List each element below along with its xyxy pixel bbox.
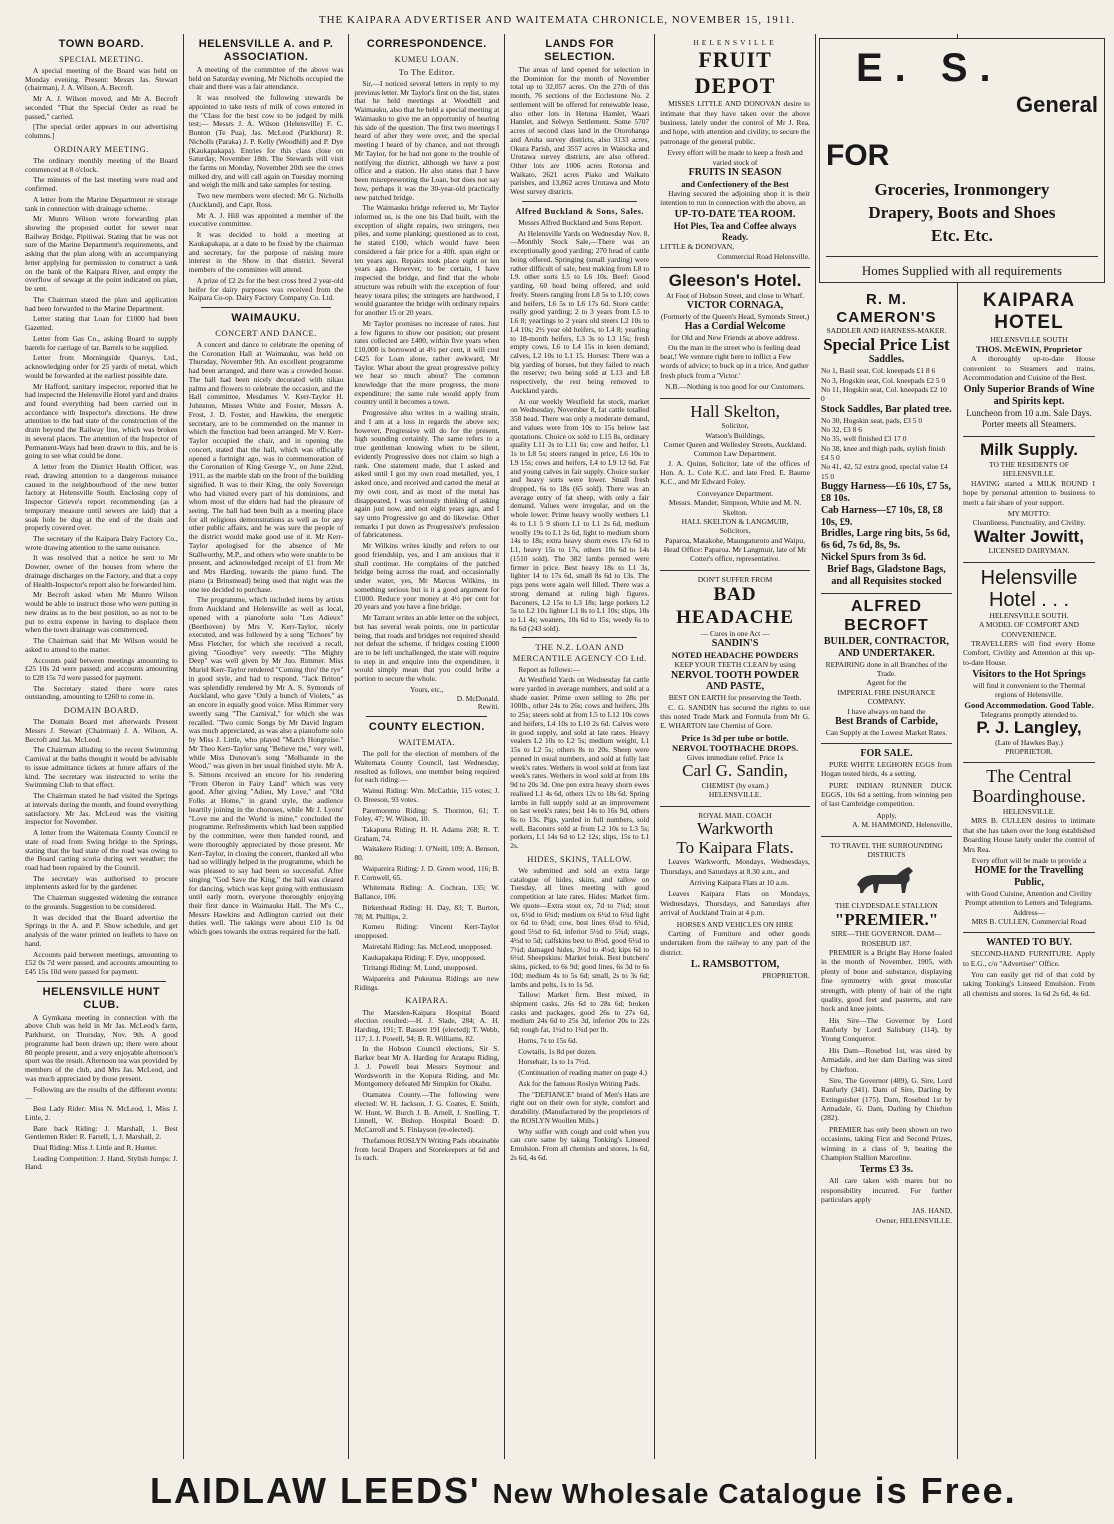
to-editor: To The Editor. (398, 66, 455, 77)
cameron-stock: Stock Saddles, Bar plated tree. (820, 403, 952, 415)
columns (20, 34, 1100, 1459)
cameron-sub: SADDLER AND HARNESS-MAKER. (826, 326, 947, 336)
cb-town: HELENSVILLE. (1002, 807, 1056, 817)
paragraph: The secretary was authorised to procure implements asked for by the gardener. (25, 873, 178, 892)
kh-location: HELENSVILLE SOUTH (990, 334, 1068, 344)
cb-cuisine: with Good Cuisine, Attention and Civility (966, 888, 1092, 898)
gleeson-nb: N.B.—Nothing is too good for our Customers. (665, 382, 805, 392)
paragraph: Leaves Warkworth, Mondays, Wednesdays, Thursdays, and Saturdays at 8.30 a.m., and (660, 857, 810, 876)
paragraph: Waipareira and Pukeatua Ridings are new Ridings. (354, 974, 500, 992)
becroft-always: I have always on hand the (847, 706, 926, 716)
paragraph: Why suffer with cough and cold when you can cure same by taking Tonking's Linseed Emulsion. From all chemists and stores, 1s 6d, 2s 6d, 4s 6d. (510, 1126, 650, 1162)
hh-accommodation: Good Accommodation. Good Table. (964, 699, 1094, 710)
es-drapery: Drapery, Boots and Shoes (868, 202, 1056, 222)
paragraph: Birkenhead Riding: H. Day, 83; T. Burton, 78; M. Phillips, 2. (354, 902, 500, 921)
cameron-cab: Cab Harness—£7 10s, £8, £8 10s, £9. (820, 504, 943, 528)
paragraph: Leading Competition: J. Hand, Stylish Jumps: J. Hand. (25, 1153, 178, 1172)
paragraph: Takapuna Riding: H. H. Adams 268; R. T. Graham, 74. (354, 825, 500, 843)
paragraph: Kumeu Riding: Vincent Kerr-Taylor unopposed. (354, 922, 500, 941)
gleeson-title: Gleeson's Hotel. (668, 271, 802, 291)
es-groceries: Groceries, Ironmongery (874, 179, 1050, 199)
bad-sandin: SANDIN'S (711, 638, 759, 650)
paragraph: A Gymkana meeting in connection with the above Club was held in Mr Jas. McLeod's farm, Parkhurst, on Thursday, Nov. 9th. A good programme had been drawn up; there were about 80 people present, and a very enjoyable afternoon's sport was the result. Afternoon tea was provided by members of the club, and Mrs Jas. McLeod, and was much appreciated by those present. (25, 1012, 178, 1083)
milk-licensed: LICENSED DAIRYMAN. (988, 546, 1070, 556)
hh-thermal: will find it convenient to the Thermal regions of Helensville. (972, 680, 1086, 700)
paragraph: A letter from the Marine Department re storage tank in connection with drainage scheme. (25, 194, 178, 213)
divider (522, 201, 637, 202)
paragraph: Accounts paid between meetings, amounting to £52 0s 7d were passed, and accounts amounting to £45 15s 10d were passed for payment. (25, 949, 178, 977)
footer-free: Free. (920, 1470, 1017, 1511)
paragraph: It was decided to hold a meeting at Kaukapakapa, at a date to be fixed by the chairman and secretary, for the purpose of raising more interest in the Show in that district. Several members of the committee will attend. (188, 230, 344, 275)
kh-porter: Porter meets all Steamers. (982, 419, 1076, 430)
paragraph: The poll for the election of members of the Waitemata County Council, last Wednesday, resulted as follows, one member being required for each riding:— (354, 749, 500, 785)
column-ap-association (184, 34, 350, 1459)
becroft-repairing: REPAIRING done in all Branches of the Trade. (825, 659, 948, 679)
cb-home: HOME for the Travelling Public, (974, 865, 1084, 889)
sandin-name: Carl G. Sandin, (682, 761, 788, 781)
stallion-ad (821, 837, 952, 1231)
hall-dept: Common Law Department. (693, 449, 777, 459)
hh-location: HELENSVILLE SOUTH. (989, 610, 1069, 620)
hunt-club-title: HELENSVILLE HUNT CLUB. (42, 985, 161, 1011)
paragraph: Waipareira Riding: J. D. Green wood, 116; B. F. Cornwell, 65. (354, 863, 500, 882)
hall-skelton-ad (660, 399, 810, 571)
bad-title: BAD HEADACHE (676, 584, 794, 628)
hides-heading: HIDES, SKINS, TALLOW. (527, 853, 633, 864)
paragraph: The Marsden-Kaipara Hospital Board election resulted:—H. J. Slade, 284; A. H. Harding, 191; T. Bassett 191 (elected); T. Webb, 117; J. J. Powell, 94; B. R. Williams, 82. (354, 1007, 500, 1043)
horse-owner-town: Owner, HELENSVILLE. (875, 1215, 952, 1225)
paragraph: The programme, which included items by artists from Auckland and Helensville as well as local, opened with a pianoforte solo "Les Adieux" (Beethoven) by Mrs V. Kerr-Taylor, nicely executed, and was followed by a song "Echoes" by Miss Fletcher, for which she received a recall, giving "Goodbye" very sweetly. "The Mighty Deep" was well given by Mr Jno. Rimmer. Miss Muriel Kerr-Taylor rendered "Coming thro' the rye" in good style, and had to respond. "Jack Briton" was splendidly rendered by Mr A. S. Symonds of Auckland, who gave "Only a bunch of Violets," as an encore in equally good voice. Miss Rimmer very sweetly sang "The Carnival," for which she was recalled. "Two comic Songs by Mr David Ingram was much appreciated, as was also a pianoforte solo by Miss J. Little, who played "March Hongroise." Mr Theo Kerr-Taylor sang "Believe me," very well, while Miss Donovan's song "Mollsande in the Wood," was given in her usual finished style. Mr A. S. Simons received an encore for his rendering "From Oberon in Fairy Land" which was very good. After giving "Adieu, My Love," and "Old Folks at Home," in grand style, the audience heartily joining in the choruses, while Mr J. Lyons' "Love me and the World is mine," concluded the programme. Refreshments which had been supplied by the committee, were then handed round, and were thoroughly appreciated by those present. Mr Kerr-Taylor, in closing the concert, thanked all who had so willingly helped in the programme, which he was pleased to say had been so successful. After singing "God Save the King," the hall was cleared for dancing, which was kept going with enthusiasm until early morn, everyone thoroughly enjoying their first dance in Waimauku Hall. The M's C., Messrs Hawkins and Adlington carried out their duties well. The takings were about £10 1s 0d which goes towards the extras required for the hall. (188, 595, 344, 937)
masthead: THE KAIPARA ADVERTISER AND WAITEMATA CHRONICLE, NOVEMBER 15, 1911. (318, 14, 796, 26)
paragraph: Mr Taylor promises no increase of rates. Just a few figures to show our position; our present rates collected are £400, within five years when £10,000 is borrowed at 4½ per cent, it will cost £425 for Loan alone, rather awkward, Mr Taylor. What about the great progressive policy we hear so much about? The common knowledge that the more progress, the more expenditure; the same rule would apply from country until it becomes a town. (354, 318, 500, 407)
bad-cured: — Cures in one Act — (700, 629, 770, 639)
milk-name: Walter Jowitt, (974, 526, 1084, 546)
paragraph: (Continuation of reading matter on page 4.) (518, 1068, 647, 1078)
paragraph: In the Hobson Council elections, Sir S. Barker beat Mr A. Harding for Aratapu Riding, J. J. Powell beat Messrs Seymour and Wordsworth in the Kopura Riding, and Mr. Montgomery defeated Mr Simpkin for Okahu. (354, 1044, 500, 1089)
gleeson-hotel-ad (660, 268, 810, 398)
fruit-firm: LITTLE & DONOVAN, (660, 242, 734, 252)
paragraph: Paremoremo Riding: S. Thornton, 61; T. Foley, 47; W. Wilson, 10. (354, 805, 500, 824)
cameron-bags: Brief Bags, Gladstone Bags, and all Requisites stocked (827, 563, 946, 587)
paragraph: J. A. Quinn, Solicitor, late of the offices of Hon. A. L. Cole K.C. and late Fred. E. Baume K.C., and Mr Edward Foley. (660, 458, 810, 487)
price-row: No 38, knee and thigh pads, stylish finish £4 5 0 (820, 443, 946, 463)
paragraph: SECOND-HAND FURNITURE. Apply to E.G., c/o "Advertiser" Office. (962, 949, 1096, 968)
paragraph: Letter stating that Loan for £1000 had been Gazetted. (25, 314, 178, 333)
hall-building: Watson's Buildings, (705, 430, 765, 440)
waimauku-title: WAIMAUKU. (231, 312, 301, 325)
signature: D. McDonald. (456, 693, 500, 703)
coach-warkworth: Warkworth (697, 818, 774, 838)
hall-dept2: Conveyance Department. (696, 488, 774, 498)
paragraph: The secretary of the Kaipara Dairy Factory Co., wrote drawing attention to the same nuisance. (25, 533, 178, 552)
paragraph: Best Lady Rider: Miss N. McLeod, 1, Miss J. Little, 2. (25, 1104, 178, 1122)
cameron-list: Special Price List (823, 334, 950, 354)
paragraph: The Secretary stated there were rates outstanding, amounting to £260 to come in. (25, 683, 178, 702)
hall-role: Solicitor, (721, 421, 749, 431)
becroft-carbide: Best Brands of Carbide, (835, 715, 938, 727)
paragraph: Thefamous ROSLYN Writing Pads obtainable from local Drapers and Storekeepers at 6d and 1s each. (354, 1135, 500, 1163)
paragraph: Dual Riding: Miss J. Little and R. Hunter. (33, 1143, 157, 1152)
bad-best: BEST ON EARTH for preserving the Teeth. (668, 693, 802, 703)
column-town-board (20, 34, 184, 1459)
cb-name: MRS B. CULLEN, Commercial Road (971, 916, 1087, 926)
hh-title1: Helensville (980, 566, 1078, 589)
price-row: No 30, Hogskin seat, pads, £3 5 0 (820, 415, 923, 425)
wanted-to-buy-ad (963, 933, 1095, 1006)
kh-wine: Only Superior Brands of Wine and Spirits kept. (963, 384, 1095, 408)
hh-visitors: Visitors to the Hot Springs (972, 669, 1086, 681)
paragraph: Leaves Kaipara Flats on Mondays, Wednesdays, Thursdays, and Saturdays after arrival of Auckland Train at 4 p.m. (660, 889, 810, 918)
paragraph: All care taken with mares but no responsibility incurred. For further particulars apply (820, 1176, 952, 1204)
price-row: No 35, well finished £3 17 0 (820, 434, 907, 444)
cb-title2: Boardinghouse. (972, 786, 1086, 807)
hh-telegrams: Telegrams promptly attended to. (980, 709, 1078, 719)
hall-title: Hall Skelton, (690, 401, 780, 421)
price-row: No 11, Hogskin seat, Col. kneepads £2 10 0 (820, 384, 947, 404)
central-boardinghouse-ad (963, 763, 1095, 933)
bad-relief: Gives immediate relief. Price 1s (686, 752, 784, 762)
paragraph: The Chairman stated the plan and application had been forwarded to the Marine Department. (25, 294, 178, 313)
paragraph: Letter from Gas Co., asking Board to supply barrels for carriage of tar. Barrels to be supplied. (25, 333, 178, 352)
sandin-town: HELENSVILLE. (708, 790, 762, 800)
hh-model: A MODEL OF COMFORT AND CONVENIENCE. (979, 620, 1079, 639)
paragraph: Mr Munro Wilson wrote forwarding plan showing the proposed outlet for sewer near Railway Bridge, Pipitiwai. Stating that he was not sure of the Marine Department's requirements, and asking that the plan along with an accompanying letter applying for permission to construct a tank on the bank of the Kaipara River, and empty the overflow of sewage at the point indicated on plan, be sent. (25, 214, 178, 294)
paragraph: Mr Wilkins writes kindly and refers to our good friendship, yes, and I am anxious that it shall continue. He complains of the patched bridge being across the road, and occasionally under water, yes, Mr Marcus Wilkins, its something serious but is it a good argument for £1000. Reduce your money at 4½ per cent for 20 years and you have a fine bridge. (354, 541, 500, 612)
kumeu-loan-heading: KUMEU LOAN. (394, 53, 460, 64)
signature-place: Rewiti. (477, 702, 500, 712)
fruit-title: FRUIT DEPOT (694, 47, 776, 99)
paragraph: Tiritangi Riding: M. Lund, unopposed. (362, 963, 478, 973)
paragraph: Messrs Alfred Buckland and Sons Report. (518, 217, 643, 227)
paragraph: Accounts paid between meetings amounting to £25 10s 2d were passed; and accounts amounting to £28 15s 7d were passed for payment. (25, 655, 178, 682)
paragraph: Kaukapakapa Riding: F. Dye, unopposed. (362, 952, 486, 962)
paragraph: It was resolved the following stewards be appointed to take tests of milk of cows entered in the "Class for the best cow to be judged by milk test;— Messrs J. A. Wilson (Helensville) F. C. Bunton (Te Pua), Jas. McLeod (Parkhurst) R. Nicholls (Paraka) J. P. Kelly (Woodhill) and P. Dye (Kaukapakapa). Entries for this class close on Saturday, November 18th. The Stewards will visit the farms on Monday, November 20th see the cows milked dry, and will call again on Tuesday morning and weigh the milk and take samples for testing. (188, 93, 344, 190)
paragraph: Mairetahi Riding: Jas. McLeod, unopposed. (362, 941, 493, 951)
sale-apply: Apply, (876, 810, 897, 820)
paragraph: His Dam—Rosebud 1st, was sired by Armadale, and her dam Darling was sired by Chiefton. (820, 1045, 952, 1074)
column-lands (505, 34, 655, 1459)
paragraph: Ask for the famous Roslyn Writing Pads. (518, 1078, 640, 1088)
es-general-ad (819, 38, 1105, 283)
es-letters: E. S. (855, 46, 1003, 90)
milk-supply-ad (963, 437, 1095, 562)
paragraph: At Helensville Yards on Wednesday Nov. 8,—Monthly Stock Sale,—There was an exceptionally good yarding; 270 head of cattle being offered. Springing (small yarding) were rather difficult of sale, best making from L8 to L9. other sorts L5 to L6 10s. Beef: Good yarding, 60 head being offered, and sold freely. Steers ranging from L8 5s to L10; cows and heifers, L6 5s to L6 17s 6d. Store cattle: really good yarding; 2 to 3 years from L5 to L6 8; yearlings to 2 years old steers L2 10s to L4 10s; 2½ year old heifers, to L4 8; yearling to 18-month heifers, L3 3s to L3 15s; fresh empty cows, L6 to L4 15s in keen demand; calves, L2 10s to L1 15. Horses: There was a big yarding of horses, but they failed to reach the reserve; two being sold at L13 and L8 respectively, the rest being removed to Auckland yards. (510, 228, 650, 395)
becroft-agent: Agent for the (866, 678, 907, 688)
cb-title1: The Central (986, 766, 1072, 787)
hh-late: (Late of Hawkes Bay.) (995, 737, 1063, 747)
paragraph: It was decided that the Board advertise the Springs in the A. and P. Show schedule, and get analysis of the water printed on leaflets to have on hand. (25, 912, 178, 948)
horse-icon (851, 863, 921, 897)
footer-brand: LAIDLAW LEEDS' (150, 1470, 481, 1511)
horse-owner: JAS. HAND, (912, 1206, 952, 1216)
paragraph: Waitakere Riding: J. O'Neill, 109; A. Benson, 80. (354, 844, 500, 863)
gleeson-verse: On the man in the street who is feeling dead beat,! We venture right here to inflict a Few words of advice; to buck up in a trice, And gather fresh pluck from a 'Victor.' (660, 342, 809, 380)
divider (37, 981, 166, 982)
horse-sire: SIRE—THE GOVERNOR. DAM—ROSEBUD 187. (831, 929, 942, 948)
becroft-sub: BUILDER, CONTRACTOR, AND UNDERTAKER. (823, 636, 950, 659)
milk-motto-text: Cleanliness, Punctuality, and Civility. (972, 518, 1086, 528)
bad-keep: KEEP YOUR TEETH CLEAN by using (674, 660, 796, 670)
hall-firm2: HALL SKELTON & LANGMUIR, (681, 516, 789, 526)
cameron-saddles: Saddles. (868, 354, 905, 366)
coach-destination: To Kaipara Flats. (676, 837, 794, 857)
paragraph: HAVING started a MILK ROUND I hope by personal attention to business to merit a fair share of your support. (962, 478, 1096, 507)
hh-title2: Hotel . . . (988, 588, 1070, 611)
paragraph: It was resolved that a notice be sent to Mr Downer, owner of the houses from where the drainage discharges on the Factory, and that a copy of Health-Inspector's report also be forwarded him. (25, 553, 178, 589)
milk-motto: MY MOTTO: (1007, 508, 1051, 518)
paragraph: Tallow: Market firm. Best mixed, in shipment casks, 26s 6d to 28s 6d; broken casks and packages, good 26s to 27s 6d, medium 24s 6d to 25s 3d, inferior 20s to 22s 6d; rough fat, 1½d to 1¾d per lb. (510, 990, 650, 1035)
hall-partners: Messrs. Mander, Simpson, White and M. N. Skelton. (668, 498, 802, 517)
paragraph: The Domain Board met afterwards Present Messrs J. Stewart (Chairman) J. A. Wilson, A. Becroft and Jas. McLeod. (25, 717, 178, 744)
county-election-title: COUNTY ELECTION. (368, 721, 485, 734)
paragraph: His Sire—The Governor by Lord Ranfurly by Lord Salisbury (114), by Young Conqueror. (820, 1015, 952, 1044)
paragraph: A letter from the District Health Officer, was read, drawing attention to a dangerous nuisance caused in the neighbourhood of the new butter factory at Helensville South. Enclosing copy of Inspector Grieve's report recommending (as a temporary measure until sewers are laid) that a soak hole be dug at the end of the drain and properly covered over. (25, 462, 178, 533)
ordinary-meeting-heading: ORDINARY MEETING. (53, 143, 149, 154)
paragraph: Following are the results of the different events:— (25, 1084, 178, 1103)
special-meeting-heading: SPECIAL MEETING. (59, 53, 144, 64)
paragraph: Mr A. J. Wilson moved, and Mr A. Becroft seconded "That the Special Order as read be passed," carried. (25, 94, 178, 121)
paragraph: A concert and dance to celebrate the opening of the Coronation Hall at Waimauku, was held on Thursday, November 9th. An excellent programme had been arranged, and there was a crowded house. The hall had been nicely decorated with nikau palms and flowers to celebrate the occasion, and the Hall committee, Mesdames V. Kerr-Taylor H. Johnston, Misses White and Foster, Messrs A. Frost, J. D. Foster, and Hawkins, the energetic secretary, are to be commended on the manner in which the function had been arranged. Mr V. Kerr-Taylor occupied the chair, and in opening the concert, stated that the hall, which was officially opened a fortnight ago, was in commemoration of the Coronation of King George V., on June 22nd, 1911, as the marble slab on the front of the building signified. It was to their King, the only Sovereign who had visited every part of his dominions, and whom most of the elders had had the pleasure of seeing. The hall had been built as a meeting place for all religious demonstrations as well as for any other public affairs, and he was sure the people of the district would make good use of it. Mr Kerr-Taylor apologised for the absence of Mr Stallworthy, M.P., and others who were unable to be present, and acknowledged receipt of £1 from Mr and Mrs Harding, towards the piano fund. The piano (a Brinsmead) being used that night was the one tee decided to purchase. (188, 340, 344, 594)
cb-effort: Every effort will be made to provide a (971, 855, 1087, 865)
gleeson-welcome: Has a Cordial Welcome (684, 321, 786, 333)
paragraph: At our weekly Westfield fat stock, market on Wednesday, November 8, fat cattle totalled 358 head. There was only a moderate demand, and values were from 10s to 15s below last quotations. Choice ox sold to L15 8s, ordinary quality L11 3s to L11 6s; cow and heifer, L1 1s to L8 5s; steers ranged in price, L6 10s to L9 15s; cows and heifers, L4 to L9 12 6d. Fat and young calves in fair supply. Choice sucker and heavy sorts were lower. Small fresh dropped, 6s to 18s (65 sold). There was an average entry of fat sheep, with only a fair demand. Values were irregular, and on the whole lower. Prime heavy woolly wethers L1 4s to L1 5 9 shorn L1 to L1 2s 6d, medium woolly 19s to L1 2s 6d, light to medium shorn 14s to 18s; extra heavy shorn ewes 17s 6d to L1, heavy 15s to 17s, others 10s 6d to 14s (1510 sold). The 382 lambs penned were firmer in price. Best heavy 18s to L1 3s, lighter 14 to 17s 6d, small 8s 6d to 13s. The pigs pens were again well filled. There was a strong demand at ruling high figures. Baconers, L2 15s to L3 18s; large porkers L2 5s to L2 10s lighter L1 8s to L1 10s; slips, 10s to L1 4s; weaners, 10s 6d to 15s; weedy 6s to 8s 6d (243 sold). (510, 396, 650, 633)
paragraph: Whitemata Riding: A. Cochran, 135; W. Ballance, 106. (354, 883, 500, 902)
paragraph: You can easily get rid of that cold by taking Tonking's Linseed Emulsion. From all chemists and stores. 1s 6d 2s 6d, 4s 6d. (962, 969, 1096, 998)
hall-role2: Solicitors, (719, 526, 751, 536)
sale-name: A. M. HAMMOND, Helensville, (852, 820, 952, 830)
paragraph: The Chairman alluding to the recent Swimming Carnival at the baths thought it would be advisable to issue admittance tickets at future affairs of the kind. The secretary was instructed to write the Swimming Club to that effect. (25, 745, 178, 790)
cb-letters: Prompt attention to Letters and Telegrams. (964, 898, 1094, 908)
becroft-title: ALFRED BECROFT (844, 598, 929, 635)
waitemata-heading: WAITEMATA. (398, 737, 456, 748)
sale-title: FOR SALE. (860, 748, 913, 760)
paragraph: Bare back Riding: J. Marshall, 1. Best Gentlemen Rider: R. Farrell, 1, J. Marshall, 2. (25, 1123, 178, 1142)
horse-terms: Terms £3 3s. (859, 1164, 914, 1176)
horse-the: THE CLYDESDALE STALLION (835, 901, 938, 911)
coach-name: L. RAMSBOTTOM, (690, 959, 780, 971)
paragraph: The minutes of the last meeting were read and confirmed. (25, 175, 178, 194)
coach-horses: HORSES AND VEHICLES ON HIRE (676, 919, 794, 929)
cameron-buggy: Buggy Harness—£6 10s, £7 5s, £8 10s. (820, 481, 951, 504)
paragraph: Mr Hafford, sanitary inspector, reported that he had inspected the Helensville Hotel yard and drains and found everything had been carried out in accordance with Inspector's directions. He drew attention to the bad state of the construction of the drain beyond the Railway line, which was broken in several places. The attention of the Inspector of Permanent-Ways had been drawn to this, and he is going to see what could be done. (25, 381, 178, 461)
horse-name: "PREMIER." (834, 909, 939, 929)
cb-address: Address— (1012, 907, 1046, 917)
cameron-spurs: Nickel Spurs from 3s 6d. (820, 551, 927, 563)
for-sale-ad (821, 744, 952, 836)
footer-is: is (874, 1470, 909, 1511)
paragraph: [The special order appears in our advertising columns.] (25, 122, 178, 141)
paragraph: Mr Becroft asked when Mr Munro Wilson would be able to instruct those who were putting in new drains as to the best position, so as not to be put to extra expense in having to displace them when the town drainage was commenced. (25, 590, 178, 635)
paragraph: Otamatea County.—The following were elected: W. H. Jackson, J. G. Coates, E. Smith, W. Hunt, W. Burch J. B. Arnell, J. Snelling, T. Linnell, W. Bishop. Hospital Board: D. McCarroll and S. Finlayson (re-elected). (354, 1090, 500, 1135)
footer-catalogue: New Wholesale Catalogue (492, 1478, 863, 1509)
es-general: General (1016, 92, 1098, 118)
paragraph: Progressive also writes in a wailing strain, and I am at a loss in regards the above sex; however, Progressive will do for the present, high sounding certainly. The same refers to a true gentleman knowing when to be silent, evidently Progressive does not claim so high a rank. One statement made, that I asked and asked until I got my own road metalled, yes, I asked once, and received and carted the metal at my own cost, and as most of the metal has disappeared, I was seriously thinking of asking again just now, and not eight years ago, and I say unto Progressive go and do likewise. Other remarks I put down as Progressive's profession of fabricateness. (354, 408, 500, 540)
paragraph: The Chairman said that Mr Wilson would be asked to attend to the matter. (25, 636, 178, 654)
becroft-ad (821, 594, 952, 744)
becroft-company: IMPERIAL FIRE INSURANCE COMPANY. (837, 687, 936, 707)
paragraph: The ordinary monthly meeting of the Board commenced at 8 o'clock. (25, 155, 178, 174)
bad-nervol: NERVOL TOOTH POWDER AND PASTE, (671, 669, 800, 693)
es-homes: Homes Supplied with all requirements (826, 256, 1098, 278)
sandin-role: CHEMIST (by exam.) (701, 780, 769, 790)
paragraph: Report as follows:— (518, 664, 580, 674)
fruit-season: FRUITS IN SEASON (688, 166, 782, 178)
paragraph: Letter from Morningside Quarrys, Ltd., acknowledging order for 25 yards of metal, which would be forwarded at the earliest possible date. (25, 353, 178, 380)
price-row: No 32, £3 8 6 (820, 424, 862, 434)
paragraph: Sire, The Governor (489), G. Sire, Lord Ranfurly (341). Dam of Sire, Darling by Extinguisher (175). Dam, Rosebud 1st by Armadale, G. Dam, Darling by Chiefton (282). (820, 1075, 952, 1123)
paragraph: Cowtails, 1s 8d per dozen. (518, 1046, 597, 1056)
divider (201, 307, 332, 308)
paragraph: PURE INDIAN RUNNER DUCK EGGS, 10s 6d a setting, from winning pen of last Cambridge competition. (820, 780, 952, 809)
paragraph: MRS B. CULLEN desires to intimate that she has taken over the long established Boarding House lately under the control of Mrs Rea. (962, 816, 1096, 854)
paragraph: At Westfield Yards on Wednesday fat cattle were yarded in average numbers, and sold at a shade easier. Prime oxen selling to 28s per 100lb., other 24s to 26s; cows and heifers, 20s to 25s; steers sold at from L5 to L12 10s cows and heifers, L4 10s to L10 2s 6d. Calves were in good supply, and sold at late rates. Heavy vealers L2 10s to L2 5s; medium weight, L1 15s to L2 5s; others 8s to 20s. Sheep were penned in usual numbers, and sold at fully last week's rates. Wethers in wool sold at from last week's rates. Wethers in wool sold at from 18s 9d to 20s 3d. One pen extra heavy shorn ewes realised L1 4s 6d, others 12s to 18s 6d. Spring lambs in full supply sold at an improvement on last week's rates; best 14s to 16s 9d, others 6s to 13s. Pigs, yarded in full numbers, sold well. Baconers sold at from L2 10s to L3 5s; porkers, L1 14s 6d to L2 12s; slips, 15s to L1 2s. (510, 675, 650, 851)
correspondence-title: CORRESPONDENCE. (366, 38, 487, 50)
paragraph: A special meeting of the Board was held on Monday evening. Present: Messrs Jas. Stewart (chairman), J. A. Wilson, A. Becroft. (25, 65, 178, 93)
column-ads-1 (655, 34, 816, 1459)
paragraph: Having secured the adjoining shop it is their intention to run in connection with the above, an (660, 188, 810, 208)
gleeson-former: (Formerly of the Queen's Head, Symonds Street,) (660, 312, 810, 322)
paragraph: TRAVELLERS will find every Home Comfort, Civility and Attention at this up-to-date House. (962, 638, 1096, 667)
buckland-title: Alfred Buckland & Sons, Sales. (515, 205, 645, 216)
fruit-tea-room: UP-TO-DATE TEA ROOM. (674, 209, 796, 221)
hh-proprietor: PROPRIETOR. (1005, 747, 1053, 757)
signoff: Yours, etc., (410, 684, 444, 694)
divider (366, 716, 487, 717)
paragraph: A prize of £2 2s for the best cross bred 2 year-old heifer for dairy purposes was received from the Kaipara Co-op. Dairy Factory Company Co. Ltd. (188, 275, 344, 303)
es-for: FOR (825, 139, 890, 173)
divider (522, 637, 637, 638)
paragraph: PREMIER has only been shown on two occasions, taking First and Second Prizes, winning in a class of 9, beating the Champion Stallion Marceline. (820, 1124, 952, 1162)
paragraph: The Chairman suggested widening the entrance to the grounds. Suggestion to be considered. (25, 893, 178, 911)
es-etc: Etc. Etc. (931, 225, 993, 245)
paragraph: Mr Tarrant writes an able letter on the subject, but has several weak points, one in particular being, that roads and bridges not required should not defeat the scheme, if bridges costing £1000 are to be left unchallenged, the state will require to step in and enquire into the expenditure, it would simply mean that you could bribe a portion to secure the whole. (354, 613, 500, 684)
concert-dance-heading: CONCERT AND DANCE. (215, 328, 317, 338)
paragraph: Carting of Furniture and other goods undertaken from the railway to any part of the district. (660, 928, 810, 957)
hall-locations: Paparoa, Matakohe, Maungaturoto and Waipu, (665, 535, 805, 545)
fruit-town: HELENSVILLE (693, 38, 777, 47)
paragraph: A letter from the Waitemata County Council re state of road from Swing bridge to the Springs, stating that the bad state of the road was owing to the Board carting scoria during wet weather; the road had been repaired by the Council. (25, 828, 178, 872)
becroft-rates: Can Supply at the Lowest Market Rates. (825, 727, 948, 737)
paragraph: The areas of land opened for selection in the Dominion for the month of November total up to 32,057 acres. On the 27th of this month, 76 sections of the Ecclestone No. 2 settlement will be offered for renewable lease, also other lots in Hetuna Hamlet, Waari Hamlet, and Selwyn Settlement. Some 5707 acres of second class land in the Otorohanga and Aroha survey districts, also 3133 acres, Okura Parish, and 3557 acres in Waiocka and Urutawa survey districts, are also offered. Other lots are 1006 acres Rotorua and Waikato, 2621 acres Piako and Waikato parishes, and 13,862 acres Urutawa and Motu West survey districts. (510, 64, 650, 197)
domain-board-heading: DOMAIN BOARD. (63, 705, 140, 716)
milk-to: TO THE RESIDENTS OF HELENSVILLE. (989, 460, 1069, 479)
lands-title: LANDS FOR SELECTION. (544, 38, 616, 63)
fruit-confectionery: and Confectionery of the Best (681, 178, 789, 189)
kaipara-hotel-ad (963, 286, 1095, 437)
kh-title: KAIPARA HOTEL (982, 290, 1076, 334)
bad-headache-ad (660, 571, 810, 807)
price-row: No 3, Hogskin seat, Col. kneepads £2 5 0 (820, 375, 946, 385)
laidlaw-leeds-banner (150, 1470, 1017, 1512)
price-row: No 1, Basil seat, Col. kneepads £1 8 6 (820, 366, 936, 376)
milk-title: Milk Supply. (980, 440, 1078, 460)
paragraph: Horsehair, 1s to 1s 7½d. (518, 1057, 591, 1067)
nz-loan-title: THE N.Z. LOAN AND MERCANTILE AGENCY CO Ltd. (512, 642, 647, 663)
bad-suffer: DON'T SUFFER FROM (697, 574, 773, 584)
paragraph: Horns, 7s to 15s 6d. (518, 1035, 578, 1045)
paragraph: Mr A. J. Hill was appointed a member of the executive committee. (188, 210, 344, 229)
gleeson-location: At Foot of Hobson Street, and close to Wharf. (665, 290, 805, 300)
paragraph: The "DEFIANCE" brand of Men's Hats are right out on their own for style, comfort and durability. (Manufactured by the proprietors of the ROSLYN Woollen Mills.) (510, 1089, 650, 1125)
wtb-title: WANTED TO BUY. (986, 937, 1072, 949)
paragraph: The Waimauku bridge referred to, Mr Taylor informed us, is the one his Dad built, with the exception of slight repairs, two stringers, two piles, and some planking; questioned as to cost, he stated £100, which would have been considered a fair price for a 40ft. span eight or ten years ago. Repairs took place eight or ten years ago. However, to be certain, I have inspected the bridge, and find that the whole structure was rebuilt with the exception of four heavy totara piles; the stringers are hardwood, I would guarantee the bridge with ordinary repairs for another 15 or 20 years. (354, 203, 500, 318)
helensville-hotel-ad (963, 563, 1095, 764)
paragraph: PREMIER is a Bright Bay Horse foaled in the month of November, 1905, with plenty of bone and substance, displaying fine symmetry with great muscular strength, with plenty of hair of the right quality, good feet and pasterns, and rare hock and knee joints. (820, 948, 952, 1014)
fruit-depot-ad (660, 34, 810, 268)
paragraph: The Chairman stated he had visited the Springs at intervals during the month, and found everything satisfactory. Mr Jas. McLeod was the visiting inspector for November. (25, 791, 178, 827)
price-row: No 41, 42, 52 extra good, special value £4 15 0 (820, 462, 948, 481)
paragraph: PURE WHITE LEGHORN EGGS from Hogan tested birds, 4s a setting. (820, 759, 952, 779)
paragraph: Sir,—I noticed several letters in reply to my previous letter. Mr Taylor's first on the list, states that he held meetings at Woodhill and Waimauku, also that he held a special meeting at Waimauku to give me an opportunity of hearing his side of the question. The first two meetings I heard of after they were over, and the special meeting I heard of by chance, and not through Mr Taylor, for he had not gone to the trouble of notifying the district, although we have a post office and a station. He also states that I have been misrepresenting the Loan, but does not say how, perhaps it was the 30-year-old practically new patched bridge. (354, 79, 500, 202)
paragraph: MISSES LITTLE AND DONOVAN desire to intimate that they have taken over the above business, lately under the control of Mr J. Rea, and hope, with attention and civility, to secure the patronage of the general public. (660, 99, 810, 146)
cameron-ad (821, 287, 952, 594)
ap-association-title: HELENSVILLE A. and P. ASSOCIATION. (198, 38, 334, 63)
cameron-title: R. M. CAMERON'S (836, 291, 937, 326)
bad-nervol-drops: NERVOL TOOTHACHE DROPS. (672, 742, 799, 753)
kaipara-heading: KAIPARA. (405, 995, 449, 1006)
cameron-bridles: Bridles, Large ring bits, 5s 6d, 6s 6d, 7s 6d, 8s, 9s. (820, 528, 950, 552)
horse-travel: TO TRAVEL THE SURROUNDING DISTRICTS (830, 840, 943, 859)
gleeson-friends: for Old and New Friends at above address. (670, 333, 800, 343)
paragraph: Two new members were elected: Mr G. Nicholls (Auckland), and Capt. Ross. (188, 191, 344, 209)
coach-role: PROPRIETOR. (762, 970, 810, 980)
fruit-hot-pies: Hot Pies, Tea and Coffee always Ready. (673, 221, 797, 242)
paragraph: A meeting of the committee of the above was held on Saturday evening, Mr Nicholls occupied the chair and there was a fair attendance. (188, 64, 344, 92)
gleeson-proprietor: VICTOR CORNAGA, (686, 300, 784, 312)
hall-address: Corner Queen and Wellesley Streets, Auckland. (663, 439, 807, 449)
paragraph: C. G. SANDIN has secured the rights to use this noted Trade Mark and Formula from Mr G. E. WHARTON late Chemist of Gore. (660, 702, 810, 731)
town-board-title: TOWN BOARD. (58, 38, 145, 50)
paragraph: Every effort will be made to keep a fresh and varied stock of (667, 148, 803, 167)
royal-mail-coach-ad (660, 807, 810, 987)
hall-head-office: Head Office: Paparoa. Mr Langmuir, late of Mr Cotter's office, representative. (663, 545, 807, 564)
hh-name: P. J. Langley, (976, 717, 1082, 737)
kh-lunch: Luncheon from 10 a.m. Sale Days. (966, 407, 1092, 418)
coach-title: ROYAL MAIL COACH (698, 810, 772, 820)
paragraph: Wainui Riding: Wm. McCathie, 115 votes; J. O. Breeson, 93 votes. (354, 786, 500, 804)
column-correspondence (349, 34, 505, 1459)
fruit-address: Commercial Road Helensville. (717, 251, 810, 261)
bad-powders: NOTED HEADACHE POWDERS (671, 650, 799, 661)
paragraph: A thoroughly up-to-date House convenient to Steamers and trains, Accommodation and Cuisine of the Best. (962, 354, 1096, 382)
paragraph: We submitted and sold an extra large catalogue of hides, skins, and tallow on Tuesday, all lines meeting with good competition at late rates. Hides: Market firm. We quote—Extra stout ox, 7d to 7¼d; stout ox, 6½d to 6¾d; medium ox 6½d to 6¾d light ox 6d to 6¼d; cow, best lines 6¼d to 6¾d, good 5½d to 6d, inferior 5½d to 5¾d; stags, 4½d to 5d; calfskins best to 8½d, good 6½d to 7¼d; damaged hides, 3½d to 4¼d; kips 6d to 6½d. Sheepskins: Market brisk. Best butchers' skins, picked, to 6s 9d; good lines, 6s 3d to 6s 10d; medium 4s to 5s 6d; small, 2s to 3s 6d; lambs and pelts, 1s to 1s 5d. (510, 865, 650, 989)
paragraph: Arriving Kaipara Flats at 10 a.m. (689, 878, 789, 888)
bad-price: Price 1s 3d per tube or bottle. (681, 732, 789, 743)
kh-proprietor: THOS. McEWIN, Proprietor (975, 344, 1083, 355)
